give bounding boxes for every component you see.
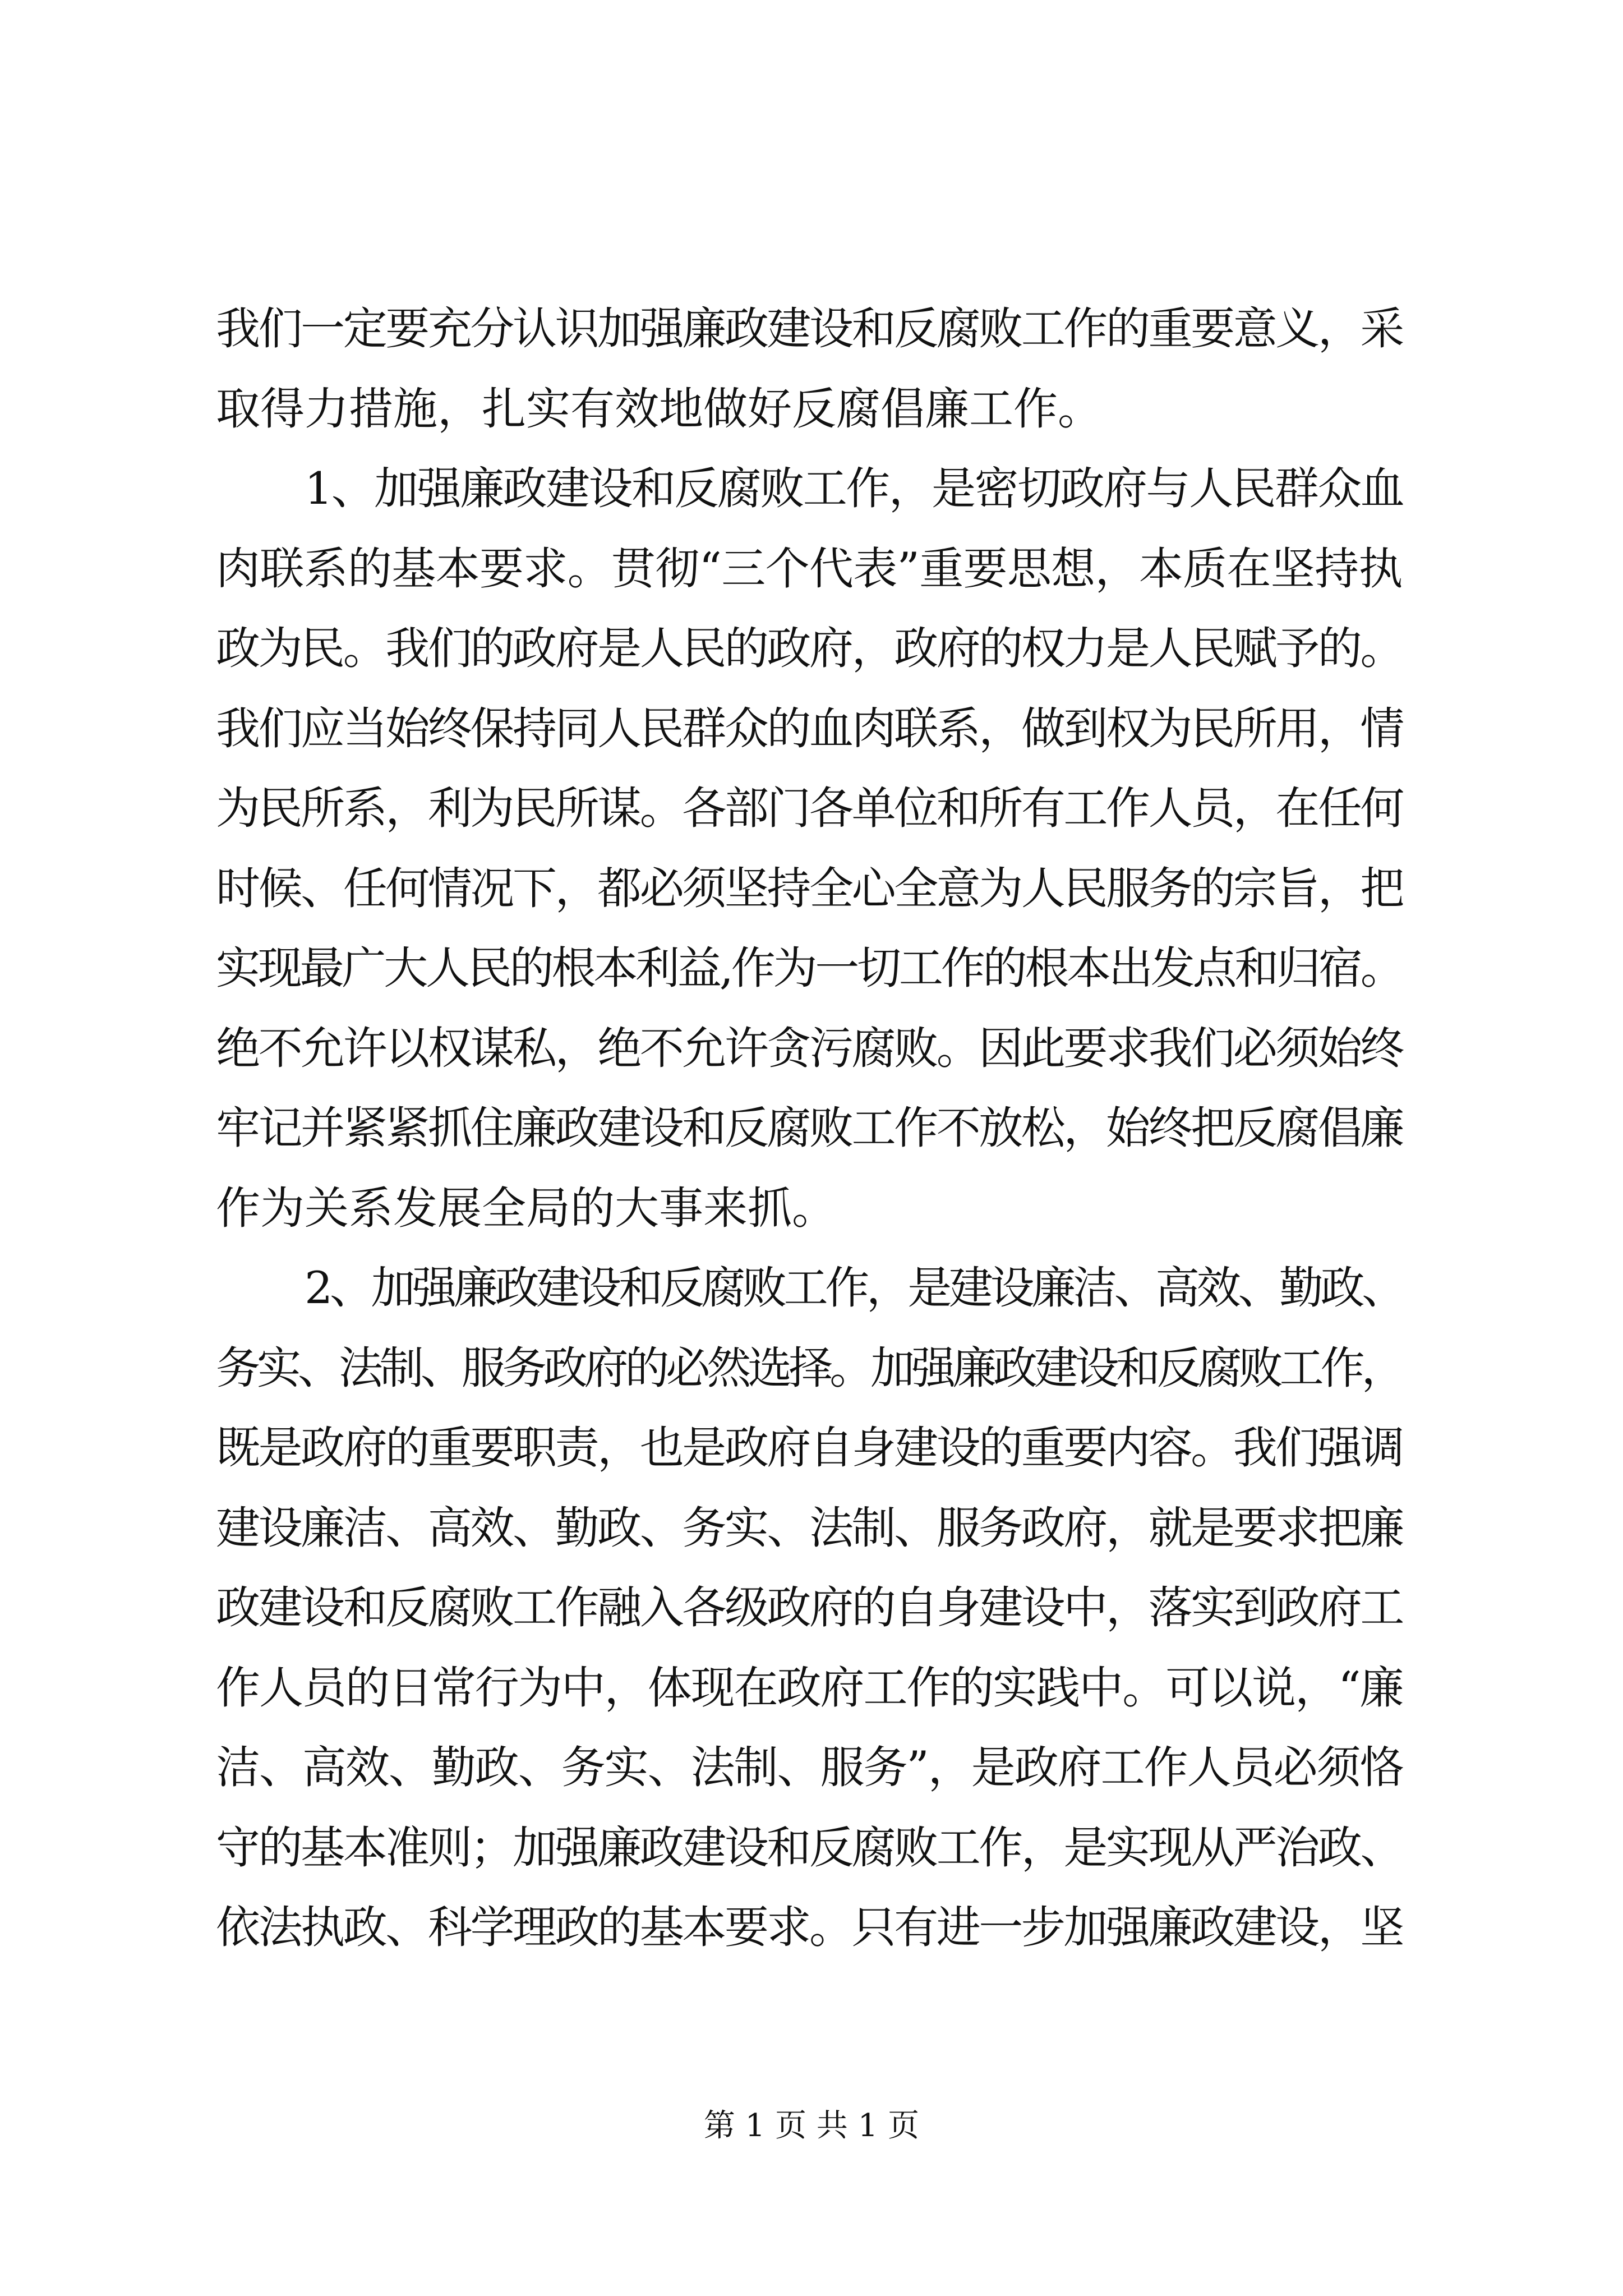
page-number-label: 第 1 页 共 1 页 — [703, 2108, 920, 2144]
text-line-10: 绝不允许以权谋私，绝不允许贪污腐败。因此要求我们必须始终 — [216, 1022, 1403, 1074]
document-body — [216, 289, 1410, 1968]
text-line-18: 作人员的日常行为中，体现在政府工作的实践中。可以说，“廉 — [216, 1662, 1403, 1714]
text-line-2: 取得力措施，扎实有效地做好反腐倡廉工作。 — [216, 383, 1102, 435]
text-line-12: 作为关系发展全局的大事来抓。 — [216, 1182, 836, 1234]
text-line-16: 建设廉洁、高效、勤政、务实、法制、服务政府，就是要求把廉 — [216, 1502, 1403, 1554]
text-line-5: 政为民。我们的政府是人民的政府，政府的权力是人民赋予的。 — [216, 623, 1403, 674]
text-line-4: 肉联系的基本要求。贯彻“三个代表”重要思想，本质在坚持执 — [216, 542, 1403, 595]
text-line-8: 时候、任何情况下，都必须坚持全心全意为人民服务的宗旨，把 — [216, 862, 1403, 914]
text-line-19: 洁、高效、勤政、务实、法制、服务”，是政府工作人员必须恪 — [216, 1742, 1403, 1793]
text-line-9: 实现最广大人民的根本利益,作为一切工作的根本出发点和归宿。 — [216, 942, 1403, 994]
text-line-1: 我们一定要充分认识加强廉政建设和反腐败工作的重要意义，采 — [216, 303, 1403, 355]
text-line-6: 我们应当始终保持同人民群众的血肉联系，做到权为民所用，情 — [216, 702, 1403, 754]
text-line-21: 依法执政、科学理政的基本要求。只有进一步加强廉政建设，坚 — [216, 1902, 1403, 1953]
text-line-17: 政建设和反腐败工作融入各级政府的自身建设中，落实到政府工 — [216, 1582, 1403, 1634]
text-line-11: 牢记并紧紧抓住廉政建设和反腐败工作不放松，始终把反腐倡廉 — [216, 1102, 1403, 1154]
text-line-15: 既是政府的重要职责，也是政府自身建设的重要内容。我们强调 — [216, 1422, 1403, 1474]
page-footer — [0, 2106, 1623, 2146]
text-line-14: 务实、法制、服务政府的必然选择。加强廉政建设和反腐败工作， — [216, 1342, 1403, 1394]
text-line-20: 守的基本准则；加强廉政建设和反腐败工作，是实现从严治政、 — [216, 1821, 1403, 1874]
text-line-13: 2、加强廉政建设和反腐败工作，是建设廉洁、高效、勤政、 — [305, 1262, 1403, 1314]
text-line-7: 为民所系，利为民所谋。各部门各单位和所有工作人员，在任何 — [216, 783, 1403, 834]
text-line-3: 1、加强廉政建设和反腐败工作，是密切政府与人民群众血 — [305, 463, 1404, 514]
